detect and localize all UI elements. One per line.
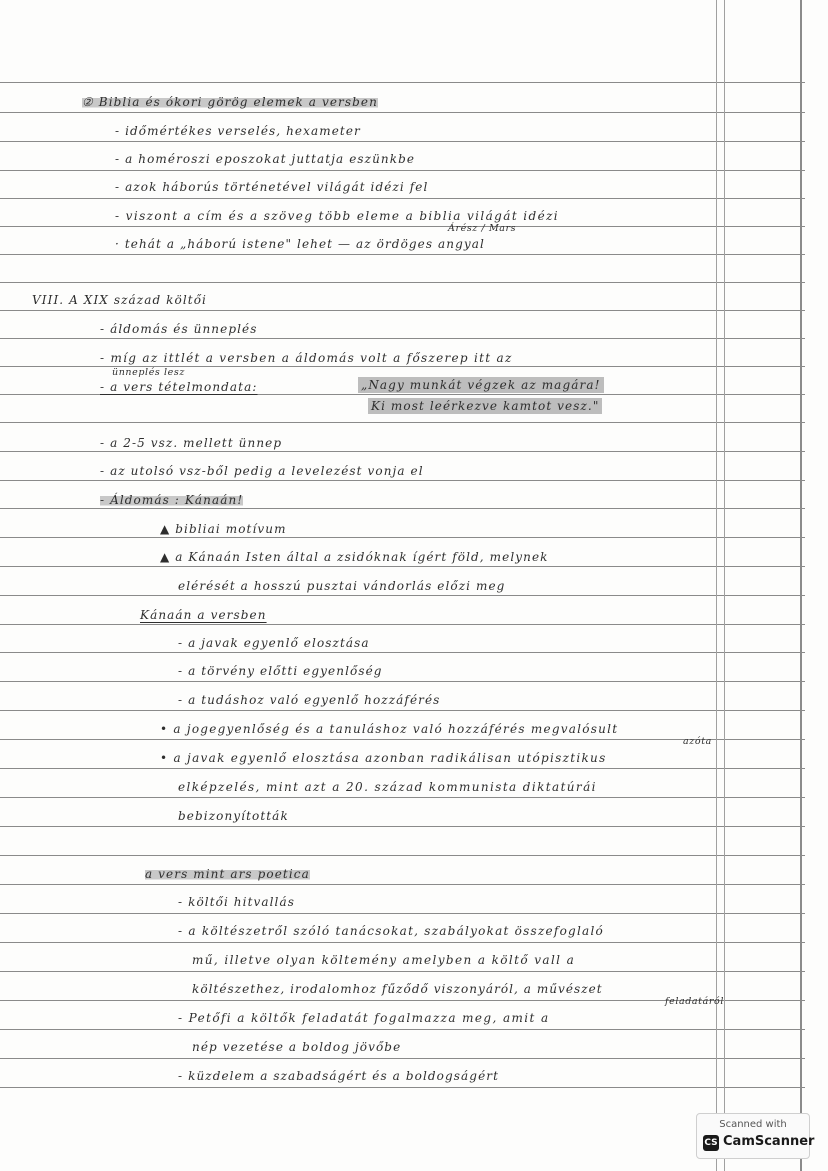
section-heading: VIII. A XIX század költői (32, 293, 207, 307)
ruled-line (0, 652, 805, 653)
note-line: - a homéroszi eposzokat juttatja eszünkbe (115, 152, 416, 166)
note-annotation: azóta (683, 736, 712, 747)
note-line: - a 2-5 vsz. mellett ünnep (100, 436, 283, 450)
ruled-line (0, 537, 805, 538)
note-line: nép vezetése a boldog jövőbe (192, 1040, 402, 1054)
ruled-line (0, 394, 805, 395)
ruled-line (0, 338, 805, 339)
section-heading: ② Biblia és ókori görög elemek a versben (82, 95, 378, 109)
ruled-line (0, 310, 805, 311)
badge-brand: CamScanner (723, 1134, 815, 1149)
sub-heading: Kánaán a versben (140, 608, 267, 622)
note-line: bebizonyították (178, 809, 289, 823)
ruled-line (0, 226, 805, 227)
note-line: · tehát a „háború istene" lehet — az ördöges angyal (115, 237, 485, 251)
note-line: - míg az ittlét a versben a áldomás volt a főszerep itt az (100, 351, 513, 365)
note-line: ▲ bibliai motívum (160, 522, 287, 536)
note-line: - a törvény előtti egyenlőség (178, 664, 383, 678)
note-line: - időmértékes verselés, hexameter (115, 124, 361, 138)
margin-line (724, 0, 725, 1171)
badge-caption: Scanned with (719, 1119, 787, 1130)
ruled-line (0, 855, 805, 856)
note-line: - azok háborús történetével világát idézi fel (115, 180, 429, 194)
ruled-line (0, 451, 805, 452)
ruled-line (0, 624, 805, 625)
ruled-line (0, 884, 805, 885)
note-line: - Áldomás : Kánaán! (100, 493, 244, 507)
ruled-line (0, 82, 805, 83)
ruled-line (0, 282, 805, 283)
note-line: - küzdelem a szabadságért és a boldogságért (178, 1069, 500, 1083)
note-line: - a javak egyenlő elosztása (178, 636, 370, 650)
ruled-line (0, 797, 805, 798)
ruled-line (0, 768, 805, 769)
quote-line: „Nagy munkát végzek az magára! (358, 377, 604, 393)
note-line: - a vers tételmondata: (100, 380, 258, 394)
ruled-line (0, 595, 805, 596)
note-line: költészethez, irodalomhoz fűződő viszonyáról, a művészet (192, 982, 603, 996)
ruled-line (0, 508, 805, 509)
camscanner-badge (696, 1113, 815, 1159)
camscanner-logo-icon: CS (703, 1135, 719, 1151)
note-line: - viszont a cím és a szöveg több eleme a biblia világát idézi (115, 209, 560, 223)
section-heading: a vers mint ars poetica (145, 867, 310, 881)
quote-line: Ki most leérkezve kamtot vesz." (368, 398, 602, 414)
note-line: ünneplés lesz (112, 367, 185, 378)
note-line: - az utolsó vsz-ből pedig a levelezést vonja el (100, 464, 424, 478)
ruled-line (0, 566, 805, 567)
ruled-line (0, 422, 805, 423)
ruled-line (0, 1029, 805, 1030)
ruled-line (0, 681, 805, 682)
note-annotation: Árész / Mars (448, 223, 517, 234)
ruled-line (0, 170, 805, 171)
ruled-line (0, 141, 805, 142)
ruled-line (0, 1087, 805, 1088)
note-line: elérését a hosszú pusztai vándorlás előzi meg (178, 579, 506, 593)
ruled-line (0, 112, 805, 113)
ruled-line (0, 971, 805, 972)
ruled-line (0, 1058, 805, 1059)
note-line: - Petőfi a költők feladatát fogalmazza meg, amit a (178, 1011, 550, 1025)
note-line: - a tudáshoz való egyenlő hozzáférés (178, 693, 441, 707)
note-line: mű, illetve olyan költemény amelyben a költő vall a (192, 953, 576, 967)
ruled-line (0, 710, 805, 711)
note-line: - áldomás és ünneplés (100, 322, 258, 336)
page-edge (800, 0, 802, 1171)
ruled-line (0, 942, 805, 943)
ruled-line (0, 826, 805, 827)
note-line: • a javak egyenlő elosztása azonban radikálisan utópisztikus (160, 751, 607, 765)
note-annotation: feladatáról (665, 996, 724, 1007)
ruled-line (0, 913, 805, 914)
ruled-line (0, 198, 805, 199)
note-line: • a jogegyenlőség és a tanuláshoz való hozzáférés megvalósult (160, 722, 619, 736)
ruled-line (0, 480, 805, 481)
ruled-line (0, 254, 805, 255)
note-line: - a költészetről szóló tanácsokat, szabályokat összefoglaló (178, 924, 605, 938)
note-line: ▲ a Kánaán Isten által a zsidóknak ígért föld, melynek (160, 550, 549, 564)
note-line: - költői hitvallás (178, 895, 296, 909)
note-line: elképzelés, mint azt a 20. század kommunista diktatúrái (178, 780, 597, 794)
